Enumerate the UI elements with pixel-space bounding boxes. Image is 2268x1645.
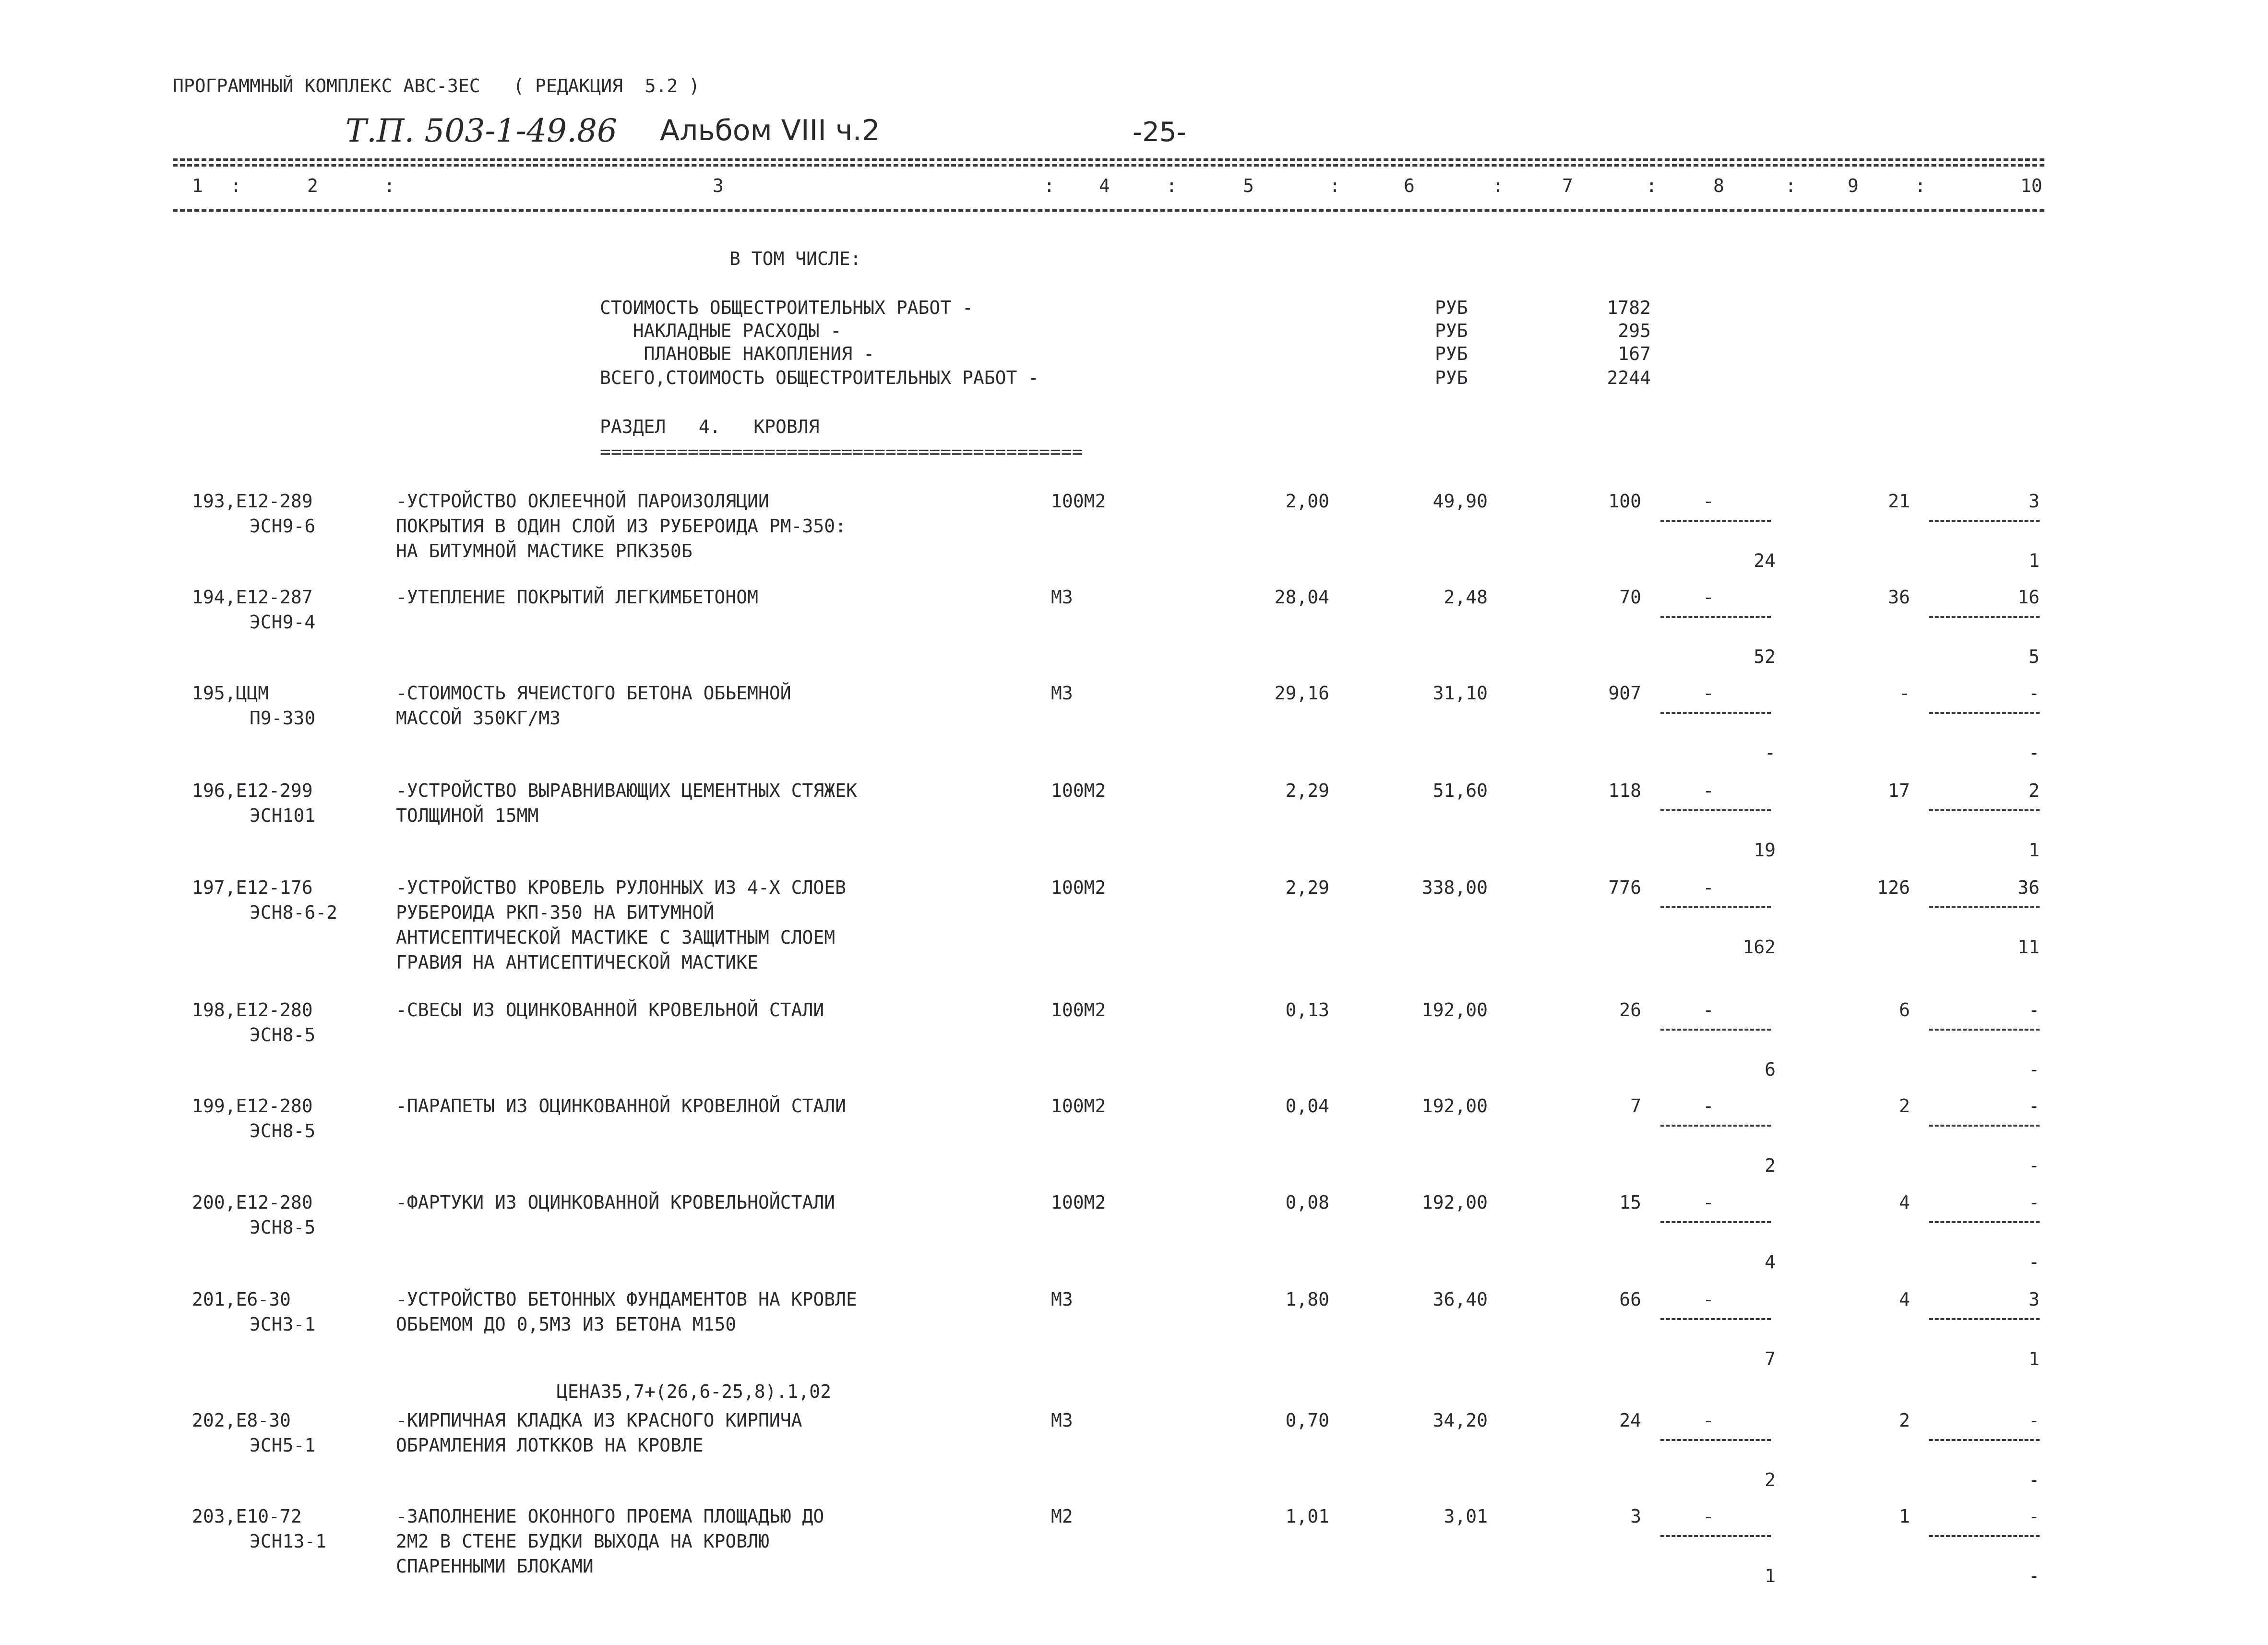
item-unit: М3: [1051, 587, 1073, 608]
col10-fraction-line: [1929, 809, 2040, 811]
summary-value: 1782: [1607, 297, 1651, 318]
col9-value: 21: [1888, 491, 1910, 512]
col8-fraction-line: [1660, 1318, 1771, 1320]
column-divider: :: [1785, 175, 1796, 196]
item-unit-price: 51,60: [1432, 780, 1488, 801]
item-quantity: 2,29: [1285, 780, 1329, 801]
item-quantity: 0,13: [1285, 999, 1329, 1021]
item-quantity: 1,80: [1285, 1289, 1329, 1310]
col8-top: -: [1703, 999, 1714, 1021]
item-quantity: 0,70: [1285, 1410, 1329, 1431]
page-number: -25-: [1133, 117, 1186, 148]
item-description: -ФАРТУКИ ИЗ ОЦИНКОВАННОЙ КРОВЕЛЬНОЙСТАЛИ: [396, 1192, 836, 1213]
col10-bottom: -: [2029, 1251, 2040, 1273]
item-unit-price: 192,00: [1421, 999, 1488, 1021]
col9-value: 1: [1899, 1506, 1910, 1527]
item-unit-price: 3,01: [1444, 1506, 1488, 1527]
item-reference: ЭСН3-1: [250, 1314, 316, 1335]
column-number-5: 5: [1243, 175, 1254, 196]
item-description: ТОЛЩИНОЙ 15ММ: [396, 805, 539, 826]
col9-value: 2: [1899, 1410, 1910, 1431]
col8-bottom: 2: [1765, 1469, 1776, 1490]
item-code: 200,Е12-280: [192, 1192, 313, 1213]
summary-value: 295: [1618, 320, 1651, 341]
item-reference: ЭСН8-5: [250, 1024, 316, 1045]
col9-value: 4: [1899, 1289, 1910, 1310]
col10-fraction-line: [1929, 1029, 2040, 1031]
col8-bottom: 2: [1765, 1155, 1776, 1176]
item-description: ОБРАМЛЕНИЯ ЛОТККОВ НА КРОВЛЕ: [396, 1435, 704, 1456]
col10-fraction-line: [1929, 906, 2040, 908]
item-quantity: 0,08: [1285, 1192, 1329, 1213]
col10-fraction-line: [1929, 616, 2040, 618]
col8-fraction-line: [1660, 712, 1771, 714]
item-total: 70: [1619, 587, 1641, 608]
item-unit: 100М2: [1051, 1095, 1106, 1117]
item-code: 195,ЦЦМ: [192, 683, 269, 704]
summary-unit: РУБ: [1435, 297, 1468, 318]
col10-bottom: -: [2029, 1565, 2040, 1586]
column-divider: :: [1329, 175, 1340, 196]
item-unit-price: 49,90: [1432, 491, 1488, 512]
item-description: -ПАРАПЕТЫ ИЗ ОЦИНКОВАННОЙ КРОВЕЛНОЙ СТАЛИ: [396, 1095, 846, 1117]
col10-fraction-line: [1929, 712, 2040, 714]
item-quantity: 0,04: [1285, 1095, 1329, 1117]
item-unit: 100М2: [1051, 780, 1106, 801]
header-separator-bottom: [173, 209, 2044, 212]
col9-value: 17: [1888, 780, 1910, 801]
column-number-10: 10: [2020, 175, 2042, 196]
item-description: -УСТРОЙСТВО ОКЛЕЕЧНОЙ ПАРОИЗОЛЯЦИИ: [396, 491, 769, 512]
item-reference: ЭСН8-5: [250, 1120, 316, 1141]
col9-value: 6: [1899, 999, 1910, 1021]
col8-fraction-line: [1660, 1221, 1771, 1223]
item-total: 24: [1619, 1410, 1641, 1431]
column-number-3: 3: [713, 175, 724, 196]
summary-unit: РУБ: [1435, 320, 1468, 341]
item-quantity: 29,16: [1274, 683, 1329, 704]
col8-fraction-line: [1660, 616, 1771, 618]
col10-bottom: -: [2029, 742, 2040, 763]
col8-top: -: [1703, 1192, 1714, 1213]
col8-fraction-line: [1660, 809, 1771, 811]
column-divider: :: [1166, 175, 1177, 196]
column-number-1: 1: [192, 175, 203, 196]
column-divider: :: [230, 175, 241, 196]
item-reference: ЭСН5-1: [250, 1435, 316, 1456]
col10-fraction-line: [1929, 1221, 2040, 1223]
item-unit: М3: [1051, 1410, 1073, 1431]
item-description: -ЗАПОЛНЕНИЕ ОКОННОГО ПРОЕМА ПЛОЩАДЬЮ ДО: [396, 1506, 824, 1527]
item-reference: ЭСН8-6-2: [250, 902, 338, 923]
item-unit: 100М2: [1051, 877, 1106, 898]
item-code: 194,Е12-287: [192, 587, 313, 608]
item-total: 26: [1619, 999, 1641, 1021]
summary-unit: РУБ: [1435, 367, 1468, 388]
item-reference: ЭСН8-5: [250, 1217, 316, 1238]
col10-top: -: [2029, 1192, 2040, 1213]
col8-bottom: 4: [1765, 1251, 1776, 1273]
col10-top: 3: [2029, 1289, 2040, 1310]
item-code: 201,Е6-30: [192, 1289, 291, 1310]
item-code: 193,Е12-289: [192, 491, 313, 512]
section-underline: ============================================: [600, 441, 1083, 462]
col9-value: 4: [1899, 1192, 1910, 1213]
col10-top: 2: [2029, 780, 2040, 801]
col8-top: -: [1703, 877, 1714, 898]
column-divider: :: [1646, 175, 1657, 196]
summary-value: 2244: [1607, 367, 1651, 388]
item-reference: П9-330: [250, 708, 316, 729]
header-separator-top-2: [173, 164, 2044, 167]
col8-bottom: 52: [1754, 646, 1776, 667]
column-divider: :: [1915, 175, 1926, 196]
col10-bottom: 1: [2029, 550, 2040, 571]
col8-top: -: [1703, 587, 1714, 608]
col8-top: -: [1703, 683, 1714, 704]
item-description: НА БИТУМНОЙ МАСТИКЕ РПК350Б: [396, 540, 692, 562]
item-unit-price: 2,48: [1444, 587, 1488, 608]
column-number-8: 8: [1713, 175, 1724, 196]
item-unit: 100М2: [1051, 999, 1106, 1021]
item-code: 203,Е10-72: [192, 1506, 302, 1527]
item-quantity: 2,00: [1285, 491, 1329, 512]
column-number-6: 6: [1404, 175, 1415, 196]
col10-fraction-line: [1929, 1125, 2040, 1127]
column-divider: :: [1492, 175, 1504, 196]
item-reference: ЭСН9-4: [250, 612, 316, 633]
col8-bottom: 1: [1765, 1565, 1776, 1586]
item-total: 66: [1619, 1289, 1641, 1310]
item-reference: ЭСН9-6: [250, 516, 316, 537]
item-quantity: 28,04: [1274, 587, 1329, 608]
col8-bottom: 19: [1754, 840, 1776, 861]
summary-label: ВСЕГО,СТОИМОСТЬ ОБЩЕСТРОИТЕЛЬНЫХ РАБОТ -: [600, 367, 1039, 388]
item-quantity: 2,29: [1285, 877, 1329, 898]
item-unit: М3: [1051, 683, 1073, 704]
item-reference: ЭСН101: [250, 805, 316, 826]
col9-value: -: [1899, 683, 1910, 704]
col10-bottom: 11: [2017, 937, 2040, 958]
col10-bottom: -: [2029, 1155, 2040, 1176]
item-description: -УТЕПЛЕНИЕ ПОКРЫТИЙ ЛЕГКИМБЕТОНОМ: [396, 587, 758, 608]
column-divider: :: [384, 175, 395, 196]
col8-fraction-line: [1660, 1439, 1771, 1441]
item-total: 3: [1630, 1506, 1641, 1527]
col8-top: -: [1703, 1410, 1714, 1431]
col10-fraction-line: [1929, 520, 2040, 522]
col10-top: -: [2029, 1410, 2040, 1431]
item-description: ПОКРЫТИЯ В ОДИН СЛОЙ ИЗ РУБЕРОИДА РМ-350:: [396, 516, 846, 537]
item-code: 202,Е8-30: [192, 1410, 291, 1431]
item-unit-price: 192,00: [1421, 1095, 1488, 1117]
col10-fraction-line: [1929, 1318, 2040, 1320]
item-description: 2М2 В СТЕНЕ БУДКИ ВЫХОДА НА КРОВЛЮ: [396, 1531, 769, 1552]
column-divider: :: [1044, 175, 1055, 196]
col10-top: -: [2029, 683, 2040, 704]
item-description: -УСТРОЙСТВО БЕТОННЫХ ФУНДАМЕНТОВ НА КРОВЛЕ: [396, 1289, 857, 1310]
summary-value: 167: [1618, 343, 1651, 364]
col8-bottom: 6: [1765, 1059, 1776, 1080]
col10-bottom: 1: [2029, 840, 2040, 861]
col8-fraction-line: [1660, 906, 1771, 908]
item-total: 7: [1630, 1095, 1641, 1117]
col8-bottom: 24: [1754, 550, 1776, 571]
column-number-7: 7: [1562, 175, 1573, 196]
item-description: СПАРЕННЫМИ БЛОКАМИ: [396, 1556, 594, 1577]
col10-bottom: 1: [2029, 1348, 2040, 1369]
col8-fraction-line: [1660, 1029, 1771, 1031]
col10-top: 16: [2017, 587, 2040, 608]
col9-value: 36: [1888, 587, 1910, 608]
column-number-9: 9: [1848, 175, 1859, 196]
col8-top: -: [1703, 1289, 1714, 1310]
column-number-2: 2: [307, 175, 318, 196]
col10-bottom: 5: [2029, 646, 2040, 667]
item-unit: 100М2: [1051, 1192, 1106, 1213]
item-total: 15: [1619, 1192, 1641, 1213]
item-description: ГРАВИЯ НА АНТИСЕПТИЧЕСКОЙ МАСТИКЕ: [396, 952, 758, 973]
item-total: 118: [1608, 780, 1641, 801]
item-code: 199,Е12-280: [192, 1095, 313, 1117]
col9-value: 2: [1899, 1095, 1910, 1117]
col10-top: 3: [2029, 491, 2040, 512]
item-description: МАССОЙ 350КГ/М3: [396, 708, 561, 729]
col10-fraction-line: [1929, 1535, 2040, 1537]
item-description: ОБЬЕМОМ ДО 0,5М3 ИЗ БЕТОНА М150: [396, 1314, 737, 1335]
item-unit: 100М2: [1051, 491, 1106, 512]
item-unit-price: 36,40: [1432, 1289, 1488, 1310]
item-reference: ЭСН13-1: [250, 1531, 327, 1552]
program-header: ПРОГРАММНЫЙ КОМПЛЕКС АВС-3ЕС ( РЕДАКЦИЯ 5.2 ): [173, 75, 700, 96]
item-total: 100: [1608, 491, 1641, 512]
item-description: -УСТРОЙСТВО ВЫРАВНИВАЮЩИХ ЦЕМЕНТНЫХ СТЯЖЕК: [396, 780, 857, 801]
col10-top: 36: [2017, 877, 2040, 898]
col10-bottom: -: [2029, 1059, 2040, 1080]
summary-unit: РУБ: [1435, 343, 1468, 364]
col8-top: -: [1703, 1095, 1714, 1117]
item-description: АНТИСЕПТИЧЕСКОЙ МАСТИКЕ С ЗАЩИТНЫМ СЛОЕМ: [396, 927, 836, 948]
summary-label: СТОИМОСТЬ ОБЩЕСТРОИТЕЛЬНЫХ РАБОТ -: [600, 297, 973, 318]
item-code: 196,Е12-299: [192, 780, 313, 801]
item-unit-price: 31,10: [1432, 683, 1488, 704]
summary-heading: В ТОМ ЧИСЛЕ:: [729, 248, 861, 269]
col10-top: -: [2029, 1095, 2040, 1117]
item-total: 907: [1608, 683, 1641, 704]
col8-top: -: [1703, 1506, 1714, 1527]
item-unit-price: 338,00: [1421, 877, 1488, 898]
item-code: 197,Е12-176: [192, 877, 313, 898]
item-description: -КИРПИЧНАЯ КЛАДКА ИЗ КРАСНОГО КИРПИЧА: [396, 1410, 802, 1431]
col10-bottom: -: [2029, 1469, 2040, 1490]
col10-top: -: [2029, 1506, 2040, 1527]
col8-fraction-line: [1660, 1535, 1771, 1537]
item-unit-price: 34,20: [1432, 1410, 1488, 1431]
col8-fraction-line: [1660, 520, 1771, 522]
col8-top: -: [1703, 491, 1714, 512]
price-formula: ЦЕНА35,7+(26,6-25,8).1,02: [557, 1381, 831, 1402]
col8-bottom: -: [1765, 742, 1776, 763]
column-number-4: 4: [1099, 175, 1110, 196]
album-label: Альбом VIII ч.2: [660, 114, 880, 147]
item-description: -СТОИМОСТЬ ЯЧЕИСТОГО БЕТОНА ОБЬЕМНОЙ: [396, 683, 791, 704]
item-unit: М2: [1051, 1506, 1073, 1527]
col8-top: -: [1703, 780, 1714, 801]
summary-label: НАКЛАДНЫЕ РАСХОДЫ -: [600, 320, 842, 341]
item-unit-price: 192,00: [1421, 1192, 1488, 1213]
item-description: -УСТРОЙСТВО КРОВЕЛЬ РУЛОННЫХ ИЗ 4-Х СЛОЕВ: [396, 877, 846, 898]
col10-fraction-line: [1929, 1439, 2040, 1441]
item-total: 776: [1608, 877, 1641, 898]
col8-fraction-line: [1660, 1125, 1771, 1127]
item-code: 198,Е12-280: [192, 999, 313, 1021]
col8-bottom: 162: [1743, 937, 1776, 958]
item-description: -СВЕСЫ ИЗ ОЦИНКОВАННОЙ КРОВЕЛЬНОЙ СТАЛИ: [396, 999, 824, 1021]
col8-bottom: 7: [1765, 1348, 1776, 1369]
item-quantity: 1,01: [1285, 1506, 1329, 1527]
header-separator-top: [173, 158, 2044, 161]
section-title: РАЗДЕЛ 4. КРОВЛЯ: [600, 416, 820, 437]
item-description: РУБЕРОИДА РКП-350 НА БИТУМНОЙ: [396, 902, 715, 923]
col10-top: -: [2029, 999, 2040, 1021]
item-unit: М3: [1051, 1289, 1073, 1310]
summary-label: ПЛАНОВЫЕ НАКОПЛЕНИЯ -: [600, 343, 874, 364]
handwritten-code: Т.П. 503-1-49.86: [346, 112, 618, 149]
col9-value: 126: [1877, 877, 1910, 898]
